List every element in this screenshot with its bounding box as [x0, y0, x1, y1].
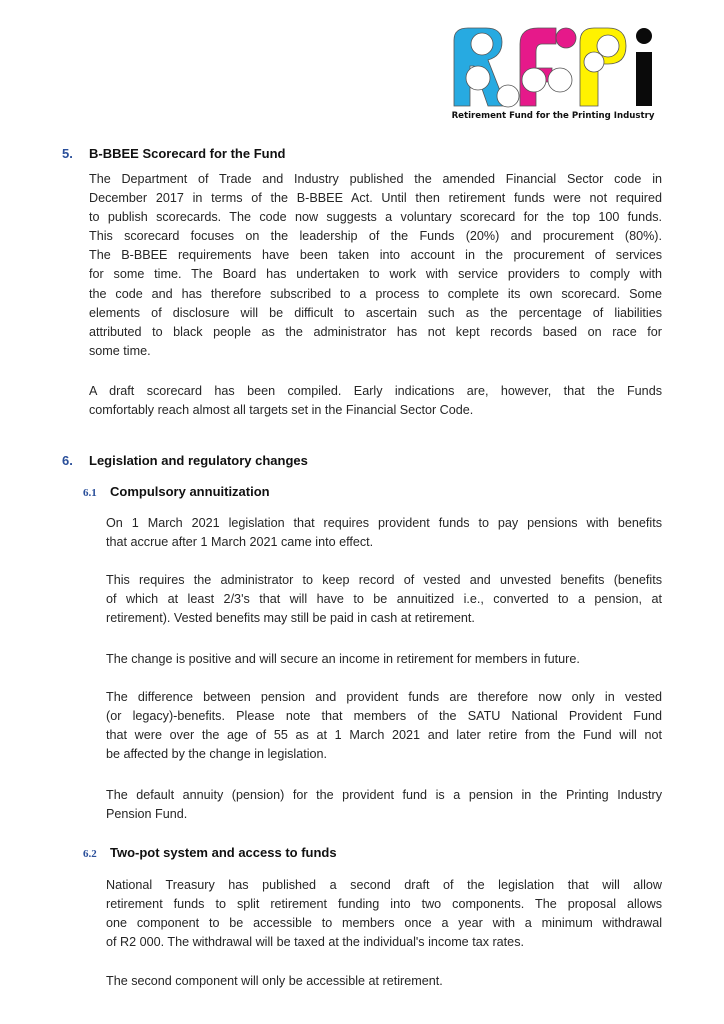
text-line: for some time. The Board has undertaken to work with service providers to comply with	[89, 267, 662, 282]
text-line: one component to be accessible to members once a year with a minimum withdrawal	[106, 916, 662, 931]
section-6-2-paragraph-1	[106, 876, 662, 952]
text-line: This scorecard focuses on the leadership of the Funds (20%) and procurement (80%).	[89, 229, 662, 244]
text-line: be affected by the change in legislation.	[106, 747, 328, 762]
section-6-1-paragraph-2	[106, 571, 662, 628]
section-5-paragraph-2	[89, 382, 662, 420]
text-line: that were over the age of 55 as at 1 March 2021 and later retire from the Fund will not	[106, 728, 662, 743]
section-6-2-title: Two-pot system and access to funds	[110, 845, 337, 860]
section-5-number: 5.	[62, 146, 73, 161]
section-6-1-paragraph-3	[106, 650, 662, 669]
logo-caption: Retirement Fund for the Printing Industry	[451, 111, 655, 121]
section-6-1-paragraph-4	[106, 688, 662, 764]
text-line: The second component will only be accessible at retirement.	[106, 974, 443, 988]
text-line: that accrue after 1 March 2021 came into effect.	[106, 535, 374, 550]
text-line: of which at least 2/3's that will have to be annuitized i.e., converted to a pension, at	[106, 592, 662, 607]
text-line: comfortably reach almost all targets set in the Financial Sector Code.	[89, 403, 474, 418]
text-line: to publish scorecards. The code now suggests a voluntary scorecard for the top 100 funds.	[89, 210, 662, 225]
section-6-title: Legislation and regulatory changes	[89, 453, 308, 468]
text-line: (or legacy)-benefits. Please note that members of the SATU National Provident Fund	[106, 709, 662, 724]
text-line: retirement). Vested benefits may still be paid in cash at retirement.	[106, 611, 475, 626]
text-line: The Department of Trade and Industry published the amended Financial Sector code in	[89, 172, 662, 186]
section-6-number: 6.	[62, 453, 73, 468]
text-line: Pension Fund.	[106, 807, 188, 822]
section-6-1-paragraph-5	[106, 786, 662, 824]
section-6-1-number: 6.1	[83, 487, 97, 499]
rfpi-logo-graphic	[448, 22, 658, 110]
text-line: The change is positive and will secure an income in retirement for members in future.	[106, 652, 580, 666]
text-line: the code and has therefore subscribed to a process to complete its own scorecard. Some	[89, 286, 662, 301]
text-line: This requires the administrator to keep record of vested and unvested benefits (benefits	[106, 573, 662, 587]
text-line: The B-BBEE requirements have been taken into account in the procurement of services	[89, 248, 662, 263]
text-line: retirement funds to split retirement funding into two components. The proposal allows	[106, 897, 662, 912]
section-6-2-number: 6.2	[83, 848, 97, 860]
rfpi-logo	[448, 22, 658, 126]
section-6-2-heading	[83, 845, 337, 860]
section-6-heading	[62, 453, 308, 468]
text-line: elements of disclosure will be difficult to ascertain such as the percentage of liabilities	[89, 305, 662, 320]
text-line: A draft scorecard has been compiled. Early indications are, however, that the Funds	[89, 384, 662, 398]
text-line: attributed to black people as the administrator has not kept records based on race for	[89, 324, 662, 339]
section-6-2-paragraph-2	[106, 972, 662, 991]
section-6-1-title: Compulsory annuitization	[110, 484, 270, 499]
text-line: The default annuity (pension) for the provident fund is a pension in the Printing Industry	[106, 788, 662, 802]
text-line: December 2017 in terms of the B-BBEE Act. Until then retirement funds were not required	[89, 191, 662, 206]
text-line: of R2 000. The withdrawal will be taxed at the individual's income tax rates.	[106, 935, 524, 950]
section-6-1-paragraph-1	[106, 514, 662, 552]
section-5-paragraph-1	[89, 170, 662, 361]
section-5-heading	[62, 146, 285, 161]
text-line: National Treasury has published a second draft of the legislation that will allow	[106, 878, 662, 892]
text-line: some time.	[89, 343, 151, 358]
section-5-title: B-BBEE Scorecard for the Fund	[89, 146, 286, 161]
section-6-1-heading	[83, 484, 270, 499]
text-line: On 1 March 2021 legislation that requires provident funds to pay pensions with benefits	[106, 516, 662, 530]
text-line: The difference between pension and provident funds are therefore now only in vested	[106, 690, 662, 704]
